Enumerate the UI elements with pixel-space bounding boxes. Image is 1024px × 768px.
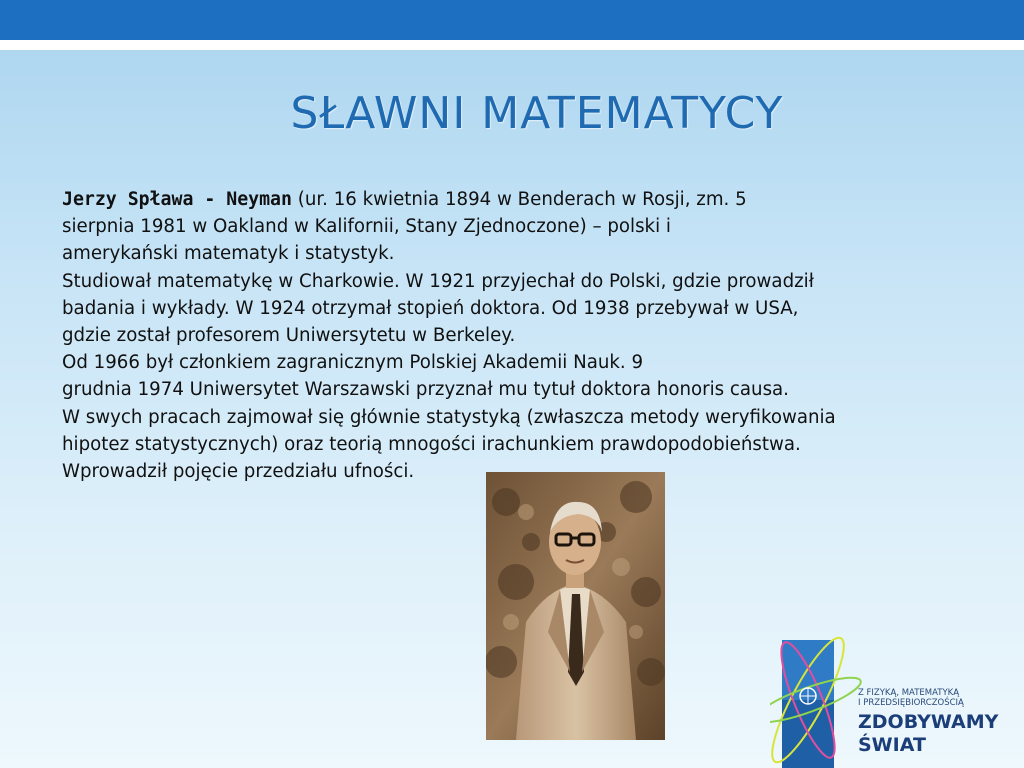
logo-line-4: ŚWIAT — [858, 734, 926, 756]
portrait-photo — [486, 472, 665, 740]
bio-line-1-rest: (ur. 16 kwietnia 1894 w Benderach w Rosji, zm. 5 — [291, 189, 747, 210]
slide-title: SŁAWNI MATEMATYCY — [290, 88, 784, 139]
logo-line-1: Z FIZYKĄ, MATEMATYKĄ — [858, 688, 960, 698]
bio-line-3: amerykański matematyk i statystyk. — [62, 243, 395, 265]
bio-line-8: grudnia 1974 Uniwersytet Warszawski przyznał mu tytuł doktora honoris causa. — [62, 379, 789, 401]
bio-line-11: Wprowadził pojęcie przedziału ufności. — [62, 461, 415, 483]
bio-line-4: Studiował matematykę w Charkowie. W 1921 przyjechał do Polski, gdzie prowadził — [62, 270, 814, 292]
logo-line-3: ZDOBYWAMY — [858, 711, 999, 733]
bio-line-10: hipotez statystycznych) oraz teorią mnogości irachunkiem prawdopodobieństwa. — [62, 433, 801, 455]
biography-text — [62, 186, 962, 485]
top-banner-bar — [0, 0, 1024, 40]
logo-line-2: I PRZEDSIĘBIORCZOŚCIĄ — [858, 698, 964, 708]
logo-title — [858, 711, 998, 757]
bio-line-1 — [62, 186, 962, 213]
top-banner-divider — [0, 40, 1024, 50]
bio-line-5: badania i wykłady. W 1924 otrzymał stopień doktora. Od 1938 przebywał w USA, — [62, 297, 799, 319]
logo-tagline — [858, 688, 964, 708]
bio-line-9: W swych pracach zajmował się głównie statystyką (zwłaszcza metody weryfikowania — [62, 406, 836, 428]
bio-line-2: sierpnia 1981 w Oakland w Kalifornii, Stany Zjednoczone) – polski i — [62, 216, 671, 238]
person-name: Jerzy Spława - Neyman — [62, 189, 292, 210]
bio-line-6: gdzie został profesorem Uniwersytetu w Berkeley. — [62, 325, 516, 347]
bio-line-7: Od 1966 był członkiem zagranicznym Polskiej Akademii Nauk. 9 — [62, 352, 644, 374]
